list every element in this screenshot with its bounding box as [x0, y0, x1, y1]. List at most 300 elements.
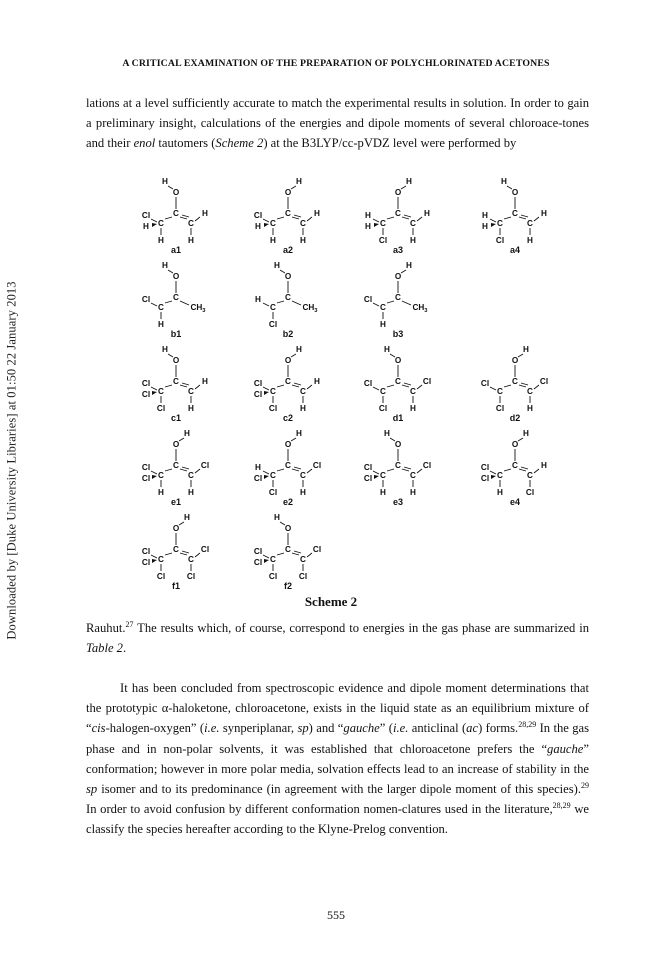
alpha-bond [263, 555, 269, 558]
oh-bond [179, 438, 184, 441]
beta-carbon: C [527, 219, 533, 228]
hydroxyl-hydrogen: H [406, 177, 412, 186]
alpha-substituent-left: H [482, 222, 488, 231]
beta-bond [195, 217, 200, 221]
c-c-double-bond [292, 385, 299, 387]
c-c-bond [277, 469, 284, 471]
beta-substituent-lower: H [527, 236, 533, 245]
beta-bond [195, 469, 200, 473]
structure-a4 [482, 177, 547, 255]
text-run: isomer and to its predominance (in agreement with the larger dipole moment of this species). [97, 782, 581, 797]
italic-run: enol [133, 136, 156, 151]
compound-label: e3 [392, 497, 404, 507]
alpha-substituent-upper: Cl [480, 463, 490, 472]
beta-substituent-lower: Cl [525, 488, 535, 497]
hydroxyl-hydrogen: H [384, 429, 390, 438]
alpha-substituent-upper: Cl [253, 547, 263, 556]
compound-label: a3 [392, 245, 404, 255]
alpha-carbon: C [497, 471, 503, 480]
alpha-substituent-lower: Cl [378, 236, 388, 245]
hydroxyl-hydrogen: H [274, 513, 280, 522]
c-c-bond [387, 385, 394, 387]
hydroxyl-hydrogen: H [162, 261, 168, 270]
alpha-carbon: C [270, 387, 276, 396]
beta-substituent-upper: H [541, 461, 547, 470]
alpha-substituent-upper: Cl [253, 211, 263, 220]
oxygen-atom: O [284, 356, 292, 365]
alpha-substituent-upper: Cl [253, 379, 263, 388]
alpha-bond [490, 387, 496, 390]
c-c-bond [165, 553, 172, 555]
compound-label: c2 [282, 413, 294, 423]
beta-substituent-upper: H [314, 209, 320, 218]
compound-label: f2 [283, 581, 293, 591]
alpha-bond [373, 219, 379, 222]
compound-label: a1 [170, 245, 182, 255]
wedge-bond [152, 391, 157, 395]
structure-b3 [364, 261, 428, 339]
c-c-double-bond [521, 383, 528, 385]
alpha-carbon: C [158, 471, 164, 480]
alpha-substituent-lower: H [380, 320, 386, 329]
beta-bond [307, 385, 312, 389]
compound-label: f1 [171, 581, 181, 591]
text-run: -halogen-oxygen” ( [105, 721, 205, 736]
running-header: A CRITICAL EXAMINATION OF THE PREPARATION OF POLYCHLORINATED ACETONES [122, 58, 550, 69]
c-c-bond [277, 301, 284, 303]
hydroxyl-hydrogen: H [501, 177, 507, 186]
oxygen-atom: O [284, 440, 292, 449]
beta-bond [307, 553, 312, 557]
alpha-substituent-upper: Cl [141, 547, 151, 556]
c-c-double-bond [180, 385, 187, 387]
central-carbon: C [512, 209, 518, 218]
structure-e3 [364, 429, 431, 507]
beta-substituent-upper: H [202, 377, 208, 386]
methyl-group: $CH_3$ [412, 303, 428, 314]
c-c-double-bond [294, 467, 301, 469]
download-stamp-text: Downloaded by [Duke University Libraries] at 01:50 22 January 2013 [4, 280, 19, 640]
oxygen-atom: O [394, 272, 402, 281]
text-run: Rauhut. [86, 621, 126, 635]
compound-label: d1 [392, 413, 404, 423]
alpha-substituent-upper: Cl [363, 463, 373, 472]
c-c-double-bond [404, 215, 411, 217]
text-run: ) at the B3LYP/cc-pVDZ level were performed by [263, 136, 517, 151]
c-ch3-bond [180, 301, 189, 305]
methyl-group: $CH_3$ [302, 303, 318, 314]
text-run: lations at a level sufficiently accurate to match the experimental results in solution. In order to gain a preliminary insight, calculations of the energies and dipole moments of several chloroace-tones and their [86, 96, 589, 151]
citation-superscript: 28,29 [552, 801, 571, 811]
beta-carbon: C [300, 387, 306, 396]
oxygen-atom: O [172, 440, 180, 449]
alpha-carbon: C [380, 387, 386, 396]
structure-d1 [364, 345, 431, 423]
alpha-substituent-left: Cl [141, 390, 151, 399]
alpha-carbon: C [270, 555, 276, 564]
oh-bond [291, 354, 296, 357]
c-c-bond [277, 553, 284, 555]
italic-run: sp [297, 721, 309, 736]
alpha-substituent-lower: Cl [495, 404, 505, 413]
central-carbon: C [173, 209, 179, 218]
alpha-carbon: C [380, 219, 386, 228]
beta-substituent-upper: Cl [200, 461, 210, 470]
alpha-substituent-left: Cl [480, 474, 490, 483]
central-carbon: C [173, 461, 179, 470]
alpha-substituent-lower: H [497, 488, 503, 497]
beta-substituent-lower: Cl [186, 572, 196, 581]
text-run: anticlinal ( [408, 721, 467, 736]
alpha-substituent-upper: Cl [141, 379, 151, 388]
text-run: we classify the species hereafter according to the Klyne-Prelog convention. [86, 802, 589, 837]
alpha-substituent-upper: Cl [363, 379, 373, 388]
beta-carbon: C [410, 471, 416, 480]
alpha-substituent-lower: H [158, 320, 164, 329]
text-run: ” conformation; however in more polar media, solvation effects lead to an increase of stability in the [86, 741, 589, 776]
beta-substituent-upper: H [314, 377, 320, 386]
beta-carbon: C [300, 555, 306, 564]
central-carbon: C [173, 545, 179, 554]
alpha-substituent-left: Cl [253, 474, 263, 483]
alpha-carbon: C [158, 387, 164, 396]
c-c-double-bond [180, 217, 187, 219]
hydroxyl-hydrogen: H [184, 429, 190, 438]
text-run: It has been concluded from spectroscopic evidence and dipole moment determinations that the prototypic α-haloketone, chloroacetone, exists in the liquid state as an equilibrium mixture of “ [86, 681, 589, 736]
c-c-bond [165, 217, 172, 219]
structure-e4 [481, 429, 547, 507]
c-c-double-bond [180, 553, 187, 555]
citation-superscript: 28,29 [518, 720, 537, 730]
oxygen-atom: O [394, 188, 402, 197]
hydroxyl-hydrogen: H [296, 345, 302, 354]
alpha-substituent-lower: H [158, 488, 164, 497]
alpha-substituent-left: Cl [253, 558, 263, 567]
alpha-bond [373, 387, 379, 390]
scheme-2-figure [0, 170, 672, 620]
beta-carbon: C [188, 219, 194, 228]
alpha-carbon: C [270, 219, 276, 228]
citation-superscript: 29 [581, 781, 589, 791]
alpha-substituent-upper: H [365, 211, 371, 220]
compound-label: b1 [170, 329, 182, 339]
c-c-double-bond [182, 215, 189, 217]
oxygen-atom: O [511, 356, 519, 365]
alpha-bond [151, 387, 157, 390]
central-carbon: C [395, 209, 401, 218]
oxygen-atom: O [172, 524, 180, 533]
beta-substituent-upper: Cl [422, 461, 432, 470]
alpha-substituent-left: H [143, 222, 149, 231]
central-carbon: C [512, 377, 518, 386]
c-c-double-bond [182, 551, 189, 553]
text-run: synperiplanar, [219, 721, 298, 736]
beta-substituent-lower: H [300, 488, 306, 497]
c-c-double-bond [402, 217, 409, 219]
beta-bond [417, 385, 422, 389]
c-c-double-bond [292, 217, 299, 219]
oxygen-atom: O [284, 188, 292, 197]
text-run: ) forms. [478, 721, 519, 736]
alpha-substituent-left: Cl [141, 474, 151, 483]
text-run: In the gas phase and in non-polar solvents, it was established that chloroacetone prefers the “ [86, 721, 590, 756]
oh-bond [179, 522, 184, 525]
hydroxyl-hydrogen: H [406, 261, 412, 270]
beta-bond [534, 385, 539, 389]
wedge-bond [374, 475, 379, 479]
beta-substituent-lower: H [188, 488, 194, 497]
alpha-substituent-lower: H [270, 236, 276, 245]
alpha-substituent-lower: Cl [268, 488, 278, 497]
hydroxyl-hydrogen: H [162, 177, 168, 186]
beta-carbon: C [188, 387, 194, 396]
alpha-substituent-left: H [255, 222, 261, 231]
c-c-double-bond [292, 469, 299, 471]
alpha-substituent-lower: Cl [156, 572, 166, 581]
oxygen-atom: O [172, 188, 180, 197]
wedge-bond [264, 559, 269, 563]
structure-b2 [255, 261, 318, 339]
c-c-bond [277, 217, 284, 219]
oh-bond [401, 186, 406, 189]
central-carbon: C [512, 461, 518, 470]
central-carbon: C [395, 461, 401, 470]
alpha-bond [490, 219, 496, 222]
c-c-bond [387, 469, 394, 471]
c-c-double-bond [402, 385, 409, 387]
compound-label: a4 [509, 245, 521, 255]
c-c-bond [165, 385, 172, 387]
c-c-double-bond [519, 469, 526, 471]
wedge-bond [152, 475, 157, 479]
compound-label: e4 [509, 497, 521, 507]
c-c-bond [504, 217, 511, 219]
structure-c2 [254, 345, 320, 423]
alpha-carbon: C [158, 219, 164, 228]
alpha-bond [151, 471, 157, 474]
scheme-caption: Scheme 2 [304, 594, 358, 609]
wedge-bond [491, 475, 496, 479]
beta-substituent-upper: Cl [539, 377, 549, 386]
beta-bond [534, 217, 539, 221]
compound-label: d2 [509, 413, 521, 423]
hydroxyl-hydrogen: H [523, 345, 529, 354]
c-c-double-bond [404, 383, 411, 385]
alpha-bond [263, 471, 269, 474]
alpha-substituent-lower: Cl [268, 320, 278, 329]
hydroxyl-hydrogen: H [162, 345, 168, 354]
c-c-double-bond [519, 385, 526, 387]
central-carbon: C [173, 293, 179, 302]
c-c-bond [504, 385, 511, 387]
beta-substituent-upper: H [202, 209, 208, 218]
italic-run: gauche [343, 721, 380, 736]
alpha-substituent-left: Cl [363, 474, 373, 483]
italic-run: i.e. [392, 721, 409, 736]
alpha-substituent-left: Cl [253, 390, 263, 399]
structure-c1 [142, 345, 208, 423]
italic-run: Table 2 [86, 641, 123, 656]
beta-substituent-lower: Cl [298, 572, 308, 581]
c-c-double-bond [182, 467, 189, 469]
alpha-carbon: C [497, 387, 503, 396]
alpha-substituent-lower: Cl [268, 572, 278, 581]
beta-carbon: C [527, 471, 533, 480]
c-c-double-bond [294, 215, 301, 217]
c-c-double-bond [294, 551, 301, 553]
c-c-bond [387, 217, 394, 219]
central-carbon: C [285, 461, 291, 470]
compound-label: b3 [392, 329, 404, 339]
hydroxyl-hydrogen: H [296, 429, 302, 438]
alpha-bond [373, 471, 379, 474]
oh-bond [291, 186, 296, 189]
compound-label: c1 [170, 413, 182, 423]
beta-substituent-upper: H [424, 209, 430, 218]
alpha-substituent-lower: H [158, 236, 164, 245]
alpha-substituent-upper: H [482, 211, 488, 220]
italic-run: i.e. [204, 721, 220, 736]
beta-bond [417, 469, 422, 473]
wedge-bond [152, 223, 157, 227]
italic-run: ac [466, 721, 479, 736]
oxygen-atom: O [284, 272, 292, 281]
structure-d2 [481, 345, 548, 423]
beta-substituent-upper: Cl [312, 461, 322, 470]
wedge-bond [264, 391, 269, 395]
oxygen-atom: O [394, 356, 402, 365]
alpha-carbon: C [158, 555, 164, 564]
alpha-bond [151, 555, 157, 558]
beta-substituent-upper: H [541, 209, 547, 218]
paragraph-rauhut [86, 618, 589, 658]
c-c-double-bond [182, 383, 189, 385]
beta-substituent-lower: H [410, 488, 416, 497]
c-c-bond [165, 469, 172, 471]
beta-carbon: C [527, 387, 533, 396]
c-c-double-bond [519, 217, 526, 219]
c-c-bond [277, 385, 284, 387]
beta-carbon: C [188, 555, 194, 564]
hydroxyl-hydrogen: H [384, 345, 390, 354]
compound-label: e1 [170, 497, 182, 507]
c-c-double-bond [521, 215, 528, 217]
wedge-bond [374, 223, 379, 227]
beta-carbon: C [300, 471, 306, 480]
alpha-substituent-upper: H [255, 295, 261, 304]
c-c-double-bond [404, 467, 411, 469]
structure-e2 [254, 429, 321, 507]
hydroxyl-hydrogen: H [274, 261, 280, 270]
beta-bond [195, 553, 200, 557]
alpha-substituent-lower: Cl [378, 404, 388, 413]
structure-e1 [142, 429, 209, 507]
oh-bond [518, 354, 523, 357]
alpha-bond [151, 303, 157, 306]
structure-f1 [142, 513, 209, 591]
alpha-carbon: C [270, 303, 276, 312]
beta-substituent-lower: H [410, 404, 416, 413]
c-c-double-bond [521, 467, 528, 469]
methyl-group: $CH_3$ [190, 303, 206, 314]
alpha-substituent-left: Cl [141, 558, 151, 567]
alpha-substituent-lower: Cl [156, 404, 166, 413]
alpha-substituent-upper: Cl [141, 211, 151, 220]
beta-carbon: C [410, 219, 416, 228]
oxygen-atom: O [172, 356, 180, 365]
compound-label: a2 [282, 245, 294, 255]
alpha-bond [151, 219, 157, 222]
compound-label: e2 [282, 497, 294, 507]
italic-run: Scheme 2 [215, 136, 264, 151]
c-c-double-bond [294, 383, 301, 385]
beta-carbon: C [300, 219, 306, 228]
page-number: 555 [327, 908, 345, 922]
hydroxyl-hydrogen: H [523, 429, 529, 438]
c-c-bond [504, 469, 511, 471]
oxygen-atom: O [284, 524, 292, 533]
beta-bond [307, 469, 312, 473]
text-run: ” ( [379, 721, 393, 736]
alpha-substituent-lower: Cl [268, 404, 278, 413]
beta-substituent-upper: Cl [312, 545, 322, 554]
alpha-substituent-lower: H [380, 488, 386, 497]
central-carbon: C [285, 377, 291, 386]
wedge-bond [264, 223, 269, 227]
alpha-bond [263, 387, 269, 390]
structure-f2 [254, 513, 321, 591]
oxygen-atom: O [511, 440, 519, 449]
beta-carbon: C [188, 471, 194, 480]
beta-substituent-lower: H [300, 404, 306, 413]
oxygen-atom: O [511, 188, 519, 197]
oxygen-atom: O [394, 440, 402, 449]
beta-bond [307, 217, 312, 221]
compound-label: b2 [282, 329, 294, 339]
alpha-substituent-upper: Cl [363, 295, 373, 304]
italic-run: sp [86, 782, 98, 797]
paragraph-chloroacetone [86, 678, 589, 840]
c-c-bond [165, 301, 172, 303]
alpha-carbon: C [270, 471, 276, 480]
alpha-carbon: C [380, 303, 386, 312]
beta-substituent-lower: H [527, 404, 533, 413]
beta-substituent-lower: H [188, 404, 194, 413]
text-run: tautomers ( [155, 136, 216, 151]
alpha-substituent-lower: Cl [495, 236, 505, 245]
beta-carbon: C [410, 387, 416, 396]
alpha-carbon: C [158, 303, 164, 312]
alpha-carbon: C [497, 219, 503, 228]
structure-a2 [254, 177, 320, 255]
alpha-bond [373, 303, 379, 306]
central-carbon: C [173, 377, 179, 386]
central-carbon: C [285, 293, 291, 302]
beta-substituent-lower: H [410, 236, 416, 245]
oh-bond [291, 438, 296, 441]
text-run: The results which, of course, correspond to energies in the gas phase are summarized in [133, 621, 589, 635]
hydroxyl-hydrogen: H [296, 177, 302, 186]
structure-a1 [142, 177, 208, 255]
beta-substituent-upper: Cl [200, 545, 210, 554]
c-c-double-bond [180, 469, 187, 471]
central-carbon: C [395, 293, 401, 302]
oh-bond [518, 438, 523, 441]
alpha-substituent-upper: Cl [141, 295, 151, 304]
central-carbon: C [285, 545, 291, 554]
italic-run: cis [91, 721, 106, 736]
wedge-bond [491, 223, 496, 227]
